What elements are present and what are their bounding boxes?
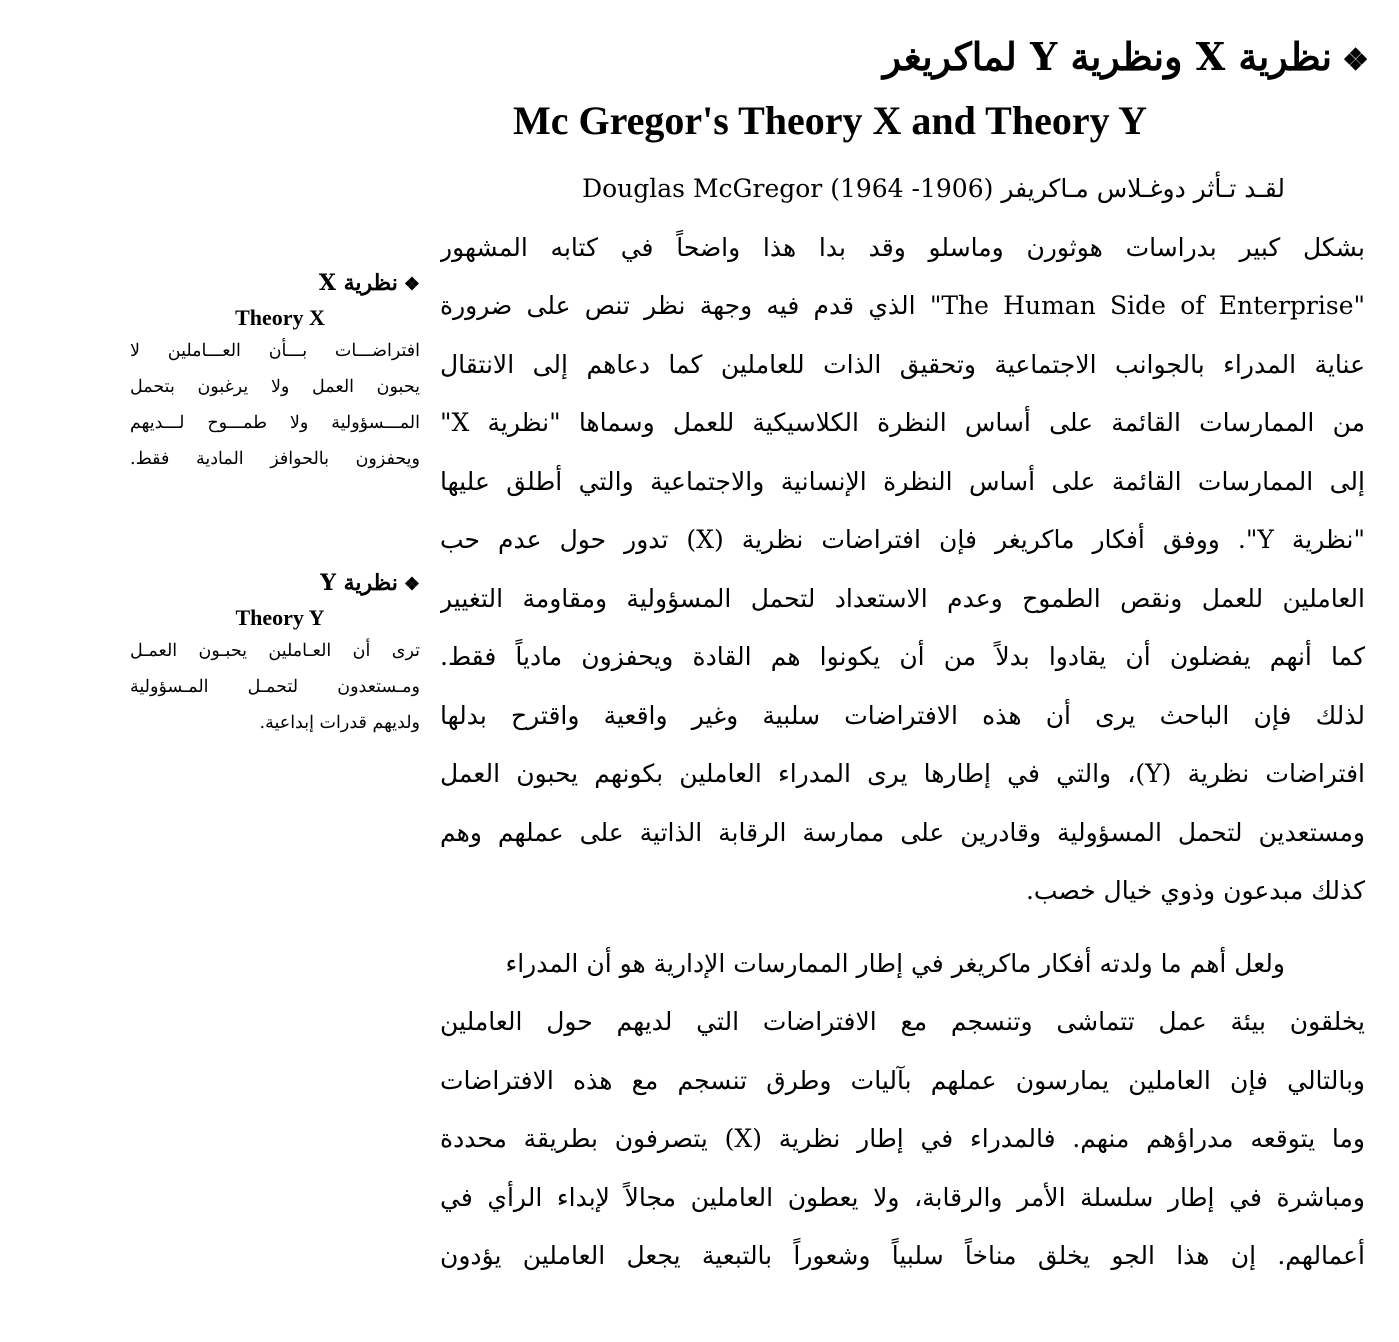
margin-note-line: افتراضـــات بـــأن العـــاملين لا [130,341,420,361]
margin-note-line: ترى أن العـاملين يحبـون العمـل [130,641,420,661]
margin-note-line: المـــسؤولية ولا طمـــوح لـــديهم [130,413,420,433]
text-line: لقـد تـأثر دوغـلاس مـاكريفر (1906- 1964) Douglas McGregor [582,174,1285,203]
text-line: من الممارسات القائمة على أساس النظرة الكلاسيكية للعمل وسماها "نظرية X" [440,408,1365,437]
text-line: بشكل كبير بدراسات هوثورن وماسلو وقد بدا هذا واضحاً في كتابه المشهور [440,232,1365,262]
text-line: ولعل أهم ما ولدته أفكار ماكريغر في إطار الممارسات الإدارية هو أن المدراء [505,948,1285,978]
diamond-bullet-icon: ❖ [403,574,420,595]
text-line: يخلقون بيئة عمل تتماشى وتنسجم مع الافتراضات التي لديهم حول العاملين [440,1007,1365,1036]
text-line: ومستعدين لتحمل المسؤولية وقادرين على ممارسة الرقابة الذاتية على عملهم وهم [440,817,1365,847]
paragraph-1 [440,160,1365,921]
margin-note-subtitle: Theory Y [235,605,325,630]
english-title: Mc Gregor's Theory X and Theory Y [512,98,1148,143]
margin-note-line: يحبون العمل ولا يرغبون بتحمل [130,377,420,397]
text-line: "نظرية Y". ووفق أفكار ماكريغر فإن افتراضات نظرية (X) تدور حول عدم حب [440,525,1365,554]
text-line: عناية المدراء بالجوانب الاجتماعية وتحقيق الذات للعاملين كما دعاهم إلى الانتقال [440,349,1365,379]
margin-note-line: ويحفزون بالحوافز المادية فقط. [130,449,420,469]
paragraph-2 [440,935,1365,1286]
text-line: إلى الممارسات القائمة على أساس النظرة الإنسانية والاجتماعية والتي أطلق عليها [440,466,1365,496]
diamond-bullet-icon: ❖ [1342,43,1369,78]
margin-note-theory-x [130,265,420,477]
margin-note-heading-text: نظرية Y [320,570,398,596]
main-text [440,160,1365,1286]
text-line: أعمالهم. إن هذا الجو يخلق مناخاً سلبياً وشعوراً بالتبعية يجعل العاملين يؤدون [440,1241,1365,1270]
text-line: ومباشرة في إطار سلسلة الأمر والرقابة، ولا يعطون العاملين مجالاً لإبداء الرأي في [440,1182,1365,1212]
text-line: "The Human Side of Enterprise" الذي قدم فيه وجهة نظر تنص على ضرورة [440,291,1365,320]
text-line: وما يتوقعه مدراؤهم منهم. فالمدراء في إطار نظرية (X) يتصرفون بطريقة محددة [440,1124,1365,1153]
arabic-title-text: نظرية X ونظرية Y لماكريغر [882,34,1333,79]
margin-note-heading [130,565,420,603]
margin-note-subtitle: Theory X [235,305,325,330]
margin-note-theory-y [130,565,420,741]
diamond-bullet-icon: ❖ [403,274,420,295]
margin-note-line: ولديهم قدرات إبداعية. [259,713,420,733]
margin-note-heading-text: نظرية X [318,270,398,296]
text-line: العاملين للعمل ونقص الطموح وعدم الاستعداد لتحمل المسؤولية ومقاومة التغيير [440,583,1365,613]
text-line: وبالتالي فإن العاملين يمارسون عملهم بآليات وطرق تنسجم مع هذه الافتراضات [440,1065,1365,1095]
text-line: افتراضات نظرية (Y)، والتي في إطارها يرى المدراء العاملين بكونهم يحبون العمل [440,759,1365,788]
text-line: لذلك فإن الباحث يرى أن هذه الافتراضات سلبية وغير واقعية واقترح بدلها [440,700,1365,730]
margin-note-line: ومـستعدون لتحمـل المـسؤولية [130,677,420,697]
margin-note-heading [130,265,420,303]
arabic-title [669,30,1369,88]
text-line: كما أنهم يفضلون أن يقادوا بدلاً من أن يكونوا هم القادة ويحفزون مادياً فقط. [440,642,1365,671]
text-line: كذلك مبدعون وذوي خيال خصب. [1025,876,1365,905]
